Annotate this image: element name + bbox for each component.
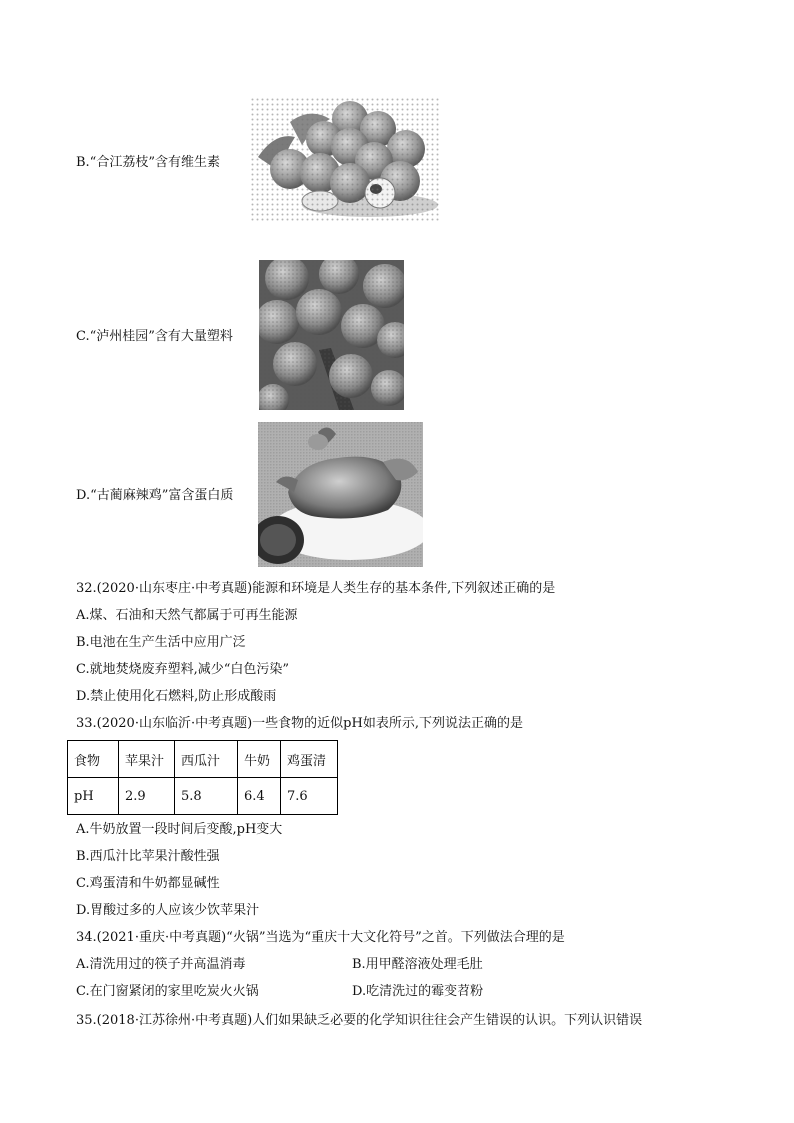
lychee-pile-photo: [250, 97, 440, 222]
table-cell: 鸡蛋清: [281, 741, 338, 778]
q34-option-c: C.在门窗紧闭的家里吃炭火火锅: [76, 984, 259, 999]
table-cell: 2.9: [119, 778, 175, 815]
spicy-chicken-photo: [258, 422, 423, 567]
table-row: [68, 778, 338, 815]
q32-option-d: D.禁止使用化石燃料,防止形成酸雨: [76, 689, 277, 704]
q33-option-c: C.鸡蛋清和牛奶都显碱性: [76, 876, 220, 891]
table-cell: 牛奶: [238, 741, 281, 778]
q33-option-b: B.西瓜汁比苹果汁酸性强: [76, 849, 220, 864]
longan-cluster-photo: [259, 260, 404, 410]
option-d-text: D.“古蔺麻辣鸡”富含蛋白质: [76, 488, 234, 503]
q33-option-a: A.牛奶放置一段时间后变酸,pH变大: [76, 822, 283, 837]
table-cell: 7.6: [281, 778, 338, 815]
q32-option-a: A.煤、石油和天然气都属于可再生能源: [76, 608, 298, 623]
q35-stem: 35.(2018·江苏徐州·中考真题)人们如果缺乏必要的化学知识往往会产生错误的认识。下列认识错误: [76, 1013, 643, 1028]
table-header-row: [68, 741, 338, 778]
option-c-text: C.“泸州桂园”含有大量塑料: [76, 329, 233, 344]
table-cell: 6.4: [238, 778, 281, 815]
ph-table: [67, 740, 338, 815]
table-cell: 西瓜汁: [175, 741, 238, 778]
q34-stem: 34.(2021·重庆·中考真题)“火锅”当选为“重庆十大文化符号”之首。下列做法合理的是: [76, 930, 565, 945]
table-cell: pH: [68, 778, 119, 815]
q34-option-a: A.清洗用过的筷子并高温消毒: [76, 957, 246, 972]
q32-stem: 32.(2020·山东枣庄·中考真题)能源和环境是人类生存的基本条件,下列叙述正确的是: [76, 581, 556, 596]
q34-option-d: D.吃清洗过的霉变苕粉: [352, 984, 484, 999]
q34-option-b: B.用甲醛溶液处理毛肚: [352, 957, 483, 972]
option-b-text: B.“合江荔枝”含有维生素: [76, 155, 220, 170]
q33-stem: 33.(2020·山东临沂·中考真题)一些食物的近似pH如表所示,下列说法正确的是: [76, 716, 523, 731]
q32-option-c: C.就地焚烧废弃塑料,减少“白色污染”: [76, 662, 290, 677]
q32-option-b: B.电池在生产生活中应用广泛: [76, 635, 246, 650]
table-cell: 5.8: [175, 778, 238, 815]
q33-option-d: D.胃酸过多的人应该少饮苹果汁: [76, 903, 260, 918]
table-cell: 食物: [68, 741, 119, 778]
table-cell: 苹果汁: [119, 741, 175, 778]
